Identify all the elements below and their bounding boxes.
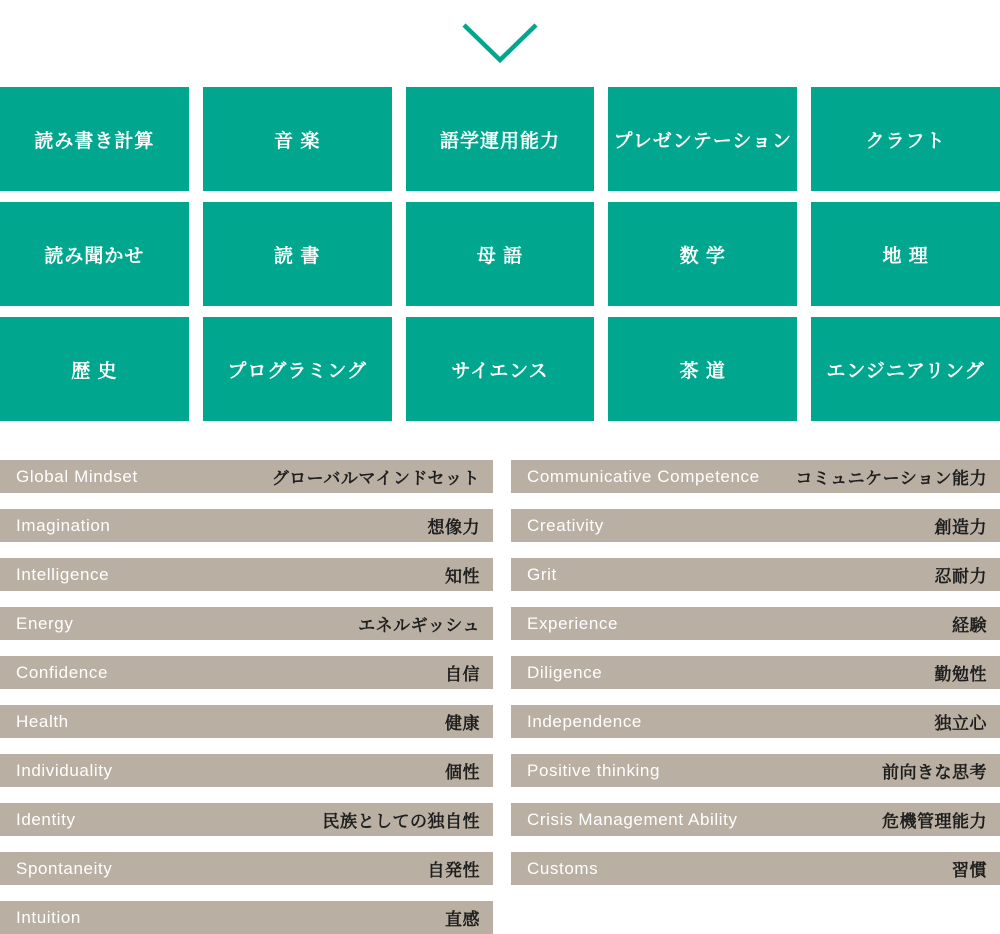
trait-row-energy xyxy=(0,607,493,640)
traits-section xyxy=(0,460,1000,934)
trait-label-en: Positive thinking xyxy=(527,760,661,780)
skill-box-history xyxy=(0,317,189,421)
trait-label-en: Identity xyxy=(16,809,76,829)
trait-label-ja: 前向きな思考 xyxy=(882,763,987,782)
trait-label-ja: 自発性 xyxy=(427,861,480,880)
trait-row-customs xyxy=(511,852,1000,885)
skill-box-label: プレゼンテーション xyxy=(613,130,793,152)
trait-label-en: Energy xyxy=(16,613,74,633)
trait-row-imagination xyxy=(0,509,493,542)
trait-row-individuality xyxy=(0,754,493,787)
skill-box-label: 読み書き計算 xyxy=(34,130,155,152)
trait-label-ja: 想像力 xyxy=(427,518,480,537)
trait-label-en: Intelligence xyxy=(16,564,110,584)
skill-box-label: 音 楽 xyxy=(274,130,321,152)
trait-label-ja: 創造力 xyxy=(934,518,987,537)
trait-label-ja: 独立心 xyxy=(934,714,987,733)
skill-box-mother-tongue xyxy=(406,202,595,306)
trait-row-diligence xyxy=(511,656,1000,689)
skill-box-label: クラフト xyxy=(865,130,946,152)
trait-label-en: Spontaneity xyxy=(16,858,113,878)
trait-label-en: Communicative Competence xyxy=(527,466,760,486)
skill-box-literacy-numeracy xyxy=(0,87,189,191)
skill-box-label: 語学運用能力 xyxy=(439,130,560,152)
trait-row-intelligence xyxy=(0,558,493,591)
trait-label-ja: エネルギッシュ xyxy=(358,616,480,635)
trait-label-en: Individuality xyxy=(16,760,113,780)
trait-label-en: Crisis Management Ability xyxy=(527,809,738,829)
trait-label-en: Global Mindset xyxy=(16,466,138,486)
traits-column-left xyxy=(0,460,493,934)
skill-box-label: 読み聞かせ xyxy=(44,245,145,267)
skill-box-tea-ceremony xyxy=(608,317,797,421)
trait-label-en: Diligence xyxy=(527,662,603,682)
trait-row-independence xyxy=(511,705,1000,738)
trait-row-experience xyxy=(511,607,1000,640)
trait-label-ja: 直感 xyxy=(445,910,480,929)
trait-label-ja: 経験 xyxy=(952,616,987,635)
skill-box-music xyxy=(203,87,392,191)
trait-row-positive-thinking xyxy=(511,754,1000,787)
trait-row-spontaneity xyxy=(0,852,493,885)
trait-row-crisis-management-ability xyxy=(511,803,1000,836)
trait-row-intuition xyxy=(0,901,493,934)
trait-label-en: Independence xyxy=(527,711,642,731)
trait-label-ja: 個性 xyxy=(445,763,480,782)
traits-column-right xyxy=(511,460,1000,934)
trait-row-global-mindset xyxy=(0,460,493,493)
skill-box-presentation xyxy=(608,87,797,191)
trait-label-en: Grit xyxy=(527,564,557,584)
trait-row-health xyxy=(0,705,493,738)
trait-label-en: Experience xyxy=(527,613,619,633)
trait-label-ja: グローバルマインドセット xyxy=(271,469,480,488)
trait-row-grit xyxy=(511,558,1000,591)
skill-box-label: 読 書 xyxy=(274,245,321,267)
trait-label-en: Confidence xyxy=(16,662,109,682)
skill-box-mathematics xyxy=(608,202,797,306)
trait-label-en: Intuition xyxy=(16,907,81,927)
trait-row-confidence xyxy=(0,656,493,689)
skill-box-science xyxy=(406,317,595,421)
trait-row-identity xyxy=(0,803,493,836)
trait-label-en: Creativity xyxy=(527,515,604,535)
skill-box-label: プログラミング xyxy=(227,360,367,382)
trait-row-creativity xyxy=(511,509,1000,542)
skill-box-label: 歴 史 xyxy=(71,360,118,382)
chevron-down-icon-svg xyxy=(462,23,538,63)
skill-box-engineering xyxy=(811,317,1000,421)
skill-box-label: 母 語 xyxy=(476,245,524,267)
trait-label-en: Customs xyxy=(527,858,599,878)
trait-row-communicative-competence xyxy=(511,460,1000,493)
trait-label-ja: 忍耐力 xyxy=(934,567,987,586)
skill-box-language-proficiency xyxy=(406,87,595,191)
skill-box-label: サイエンス xyxy=(451,360,549,382)
trait-label-ja: 勤勉性 xyxy=(934,665,987,684)
skill-box-label: 数 学 xyxy=(679,245,726,267)
skills-grid xyxy=(0,87,1000,421)
skill-box-reading xyxy=(203,202,392,306)
skill-box-programming xyxy=(203,317,392,421)
trait-label-ja: 危機管理能力 xyxy=(882,812,987,831)
skill-box-geography xyxy=(811,202,1000,306)
trait-label-en: Health xyxy=(16,711,69,731)
trait-label-ja: 自信 xyxy=(445,665,480,684)
chevron-down-icon xyxy=(0,0,1000,61)
skill-box-craft xyxy=(811,87,1000,191)
trait-label-ja: 知性 xyxy=(445,567,480,586)
skill-box-label: エンジニアリング xyxy=(826,360,985,382)
trait-label-ja: 健康 xyxy=(445,714,480,733)
trait-label-ja: 民族としての独自性 xyxy=(322,812,480,831)
skill-box-label: 地 理 xyxy=(882,245,929,267)
skill-box-read-aloud xyxy=(0,202,189,306)
trait-label-ja: コミュニケーション能力 xyxy=(795,469,987,488)
trait-label-en: Imagination xyxy=(16,515,111,535)
skill-box-label: 茶 道 xyxy=(679,360,726,382)
trait-label-ja: 習慣 xyxy=(952,861,987,880)
